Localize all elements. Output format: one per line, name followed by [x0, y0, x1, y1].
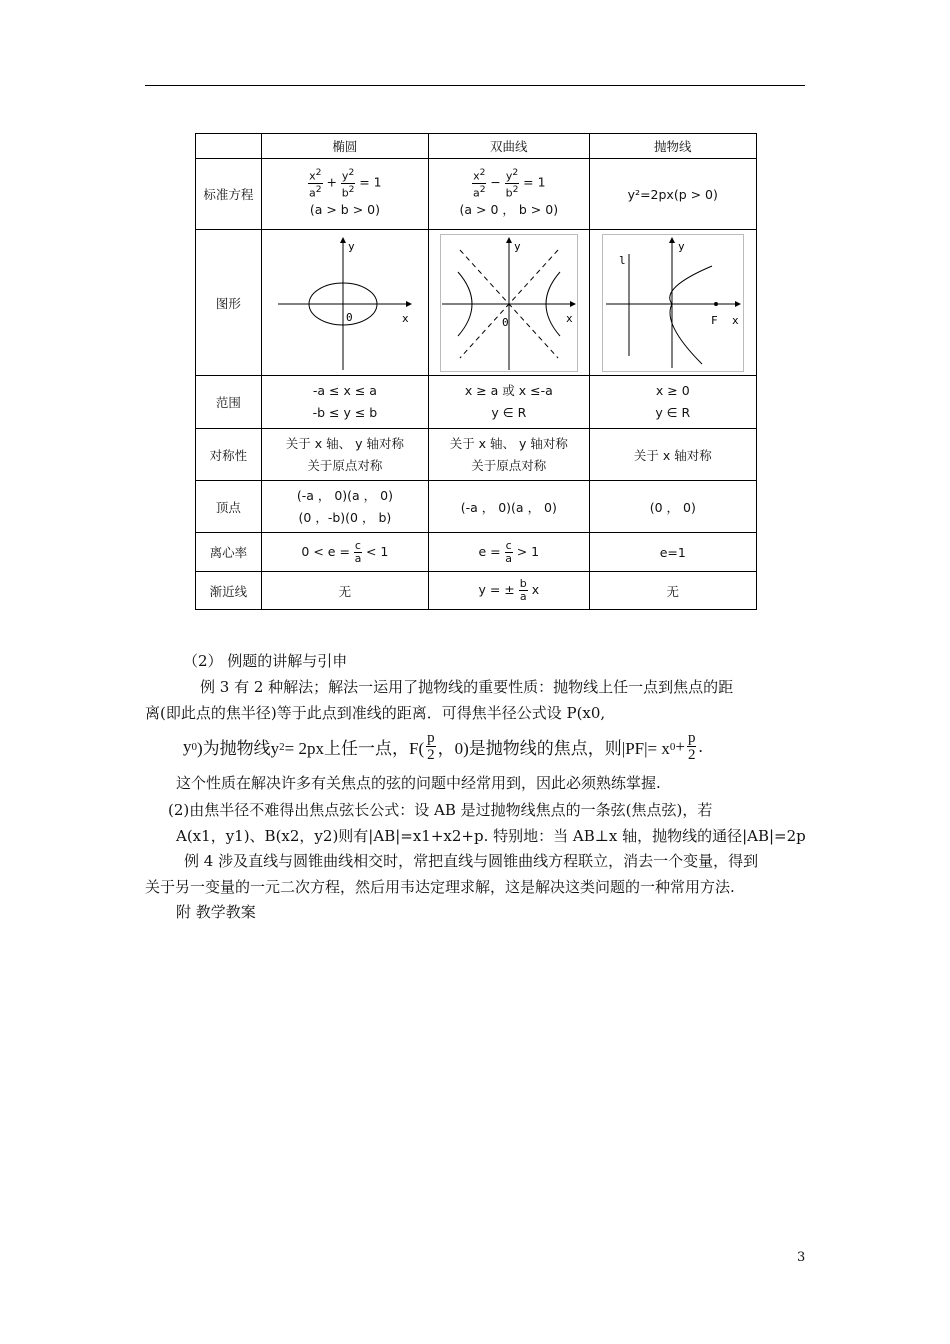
ellipse-y-label: y — [347, 239, 355, 253]
formula-part-c: = 2px上任一点，F( — [284, 739, 425, 758]
label-graph: 图形 — [196, 230, 262, 376]
hyperbola-vertex: (-a ， 0)(a ， 0) — [429, 481, 589, 533]
formula-part-d: ，0)是抛物线的焦点，则|PF|= x — [437, 739, 670, 758]
ellipse-range-x: -a ≤ x ≤ a — [312, 383, 377, 398]
page-number: 3 — [797, 1250, 806, 1265]
parabola-graph-cell — [589, 230, 756, 376]
label-standard: 标准方程 — [196, 159, 262, 230]
ellipse-origin-label: 0 — [345, 310, 353, 324]
label-asymptote: 渐近线 — [196, 572, 262, 610]
hyperbola-asymptote: y = ± $\frac{b}{a}$ x — [429, 572, 589, 610]
header-empty — [196, 134, 262, 159]
hyperbola-condition: (a > 0 ， b > 0) — [459, 202, 559, 218]
hyperbola-y-label: y — [513, 239, 521, 253]
ellipse-ecc-post: < 1 — [365, 543, 389, 559]
formula-part-e: + — [675, 736, 685, 756]
ellipse-symmetry-2: 关于原点对称 — [307, 457, 383, 473]
focal-radius-formula: y 0 )为抛物线y 2 = 2px上任一点，F( $\frac{p}{2}$ ，0)是抛物线的焦点，则|PF|= x 0 + $\frac{p}{2}$ . — [183, 730, 703, 763]
row-graph — [196, 230, 757, 376]
label-symmetry: 对称性 — [196, 429, 262, 481]
ellipse-eccentricity: 0 < e = $\frac{c}{a}$ < 1 — [261, 533, 428, 572]
row-asymptote — [196, 572, 757, 610]
paragraph-line-6: 例 4 涉及直线与圆锥曲线相交时，常把直线与圆锥曲线方程联立，消去一个变量，得到 — [184, 852, 759, 870]
parabola-range-y: y ∈ R — [655, 405, 691, 420]
parabola-asymptote: 无 — [589, 572, 756, 610]
paragraph-line-5: A(x1，y1)、B(x2，y2)则有|AB|=x1+x2+p. 特别地：当 AB⊥x 轴，抛物线的通径|AB|=2p — [176, 827, 806, 845]
section-heading: （2） 例题的讲解与引申 — [183, 652, 348, 670]
hyper-ecc-post: > 1 — [516, 543, 540, 559]
hyper-ecc-pre: e = — [478, 543, 501, 559]
header-parabola: 抛物线 — [589, 134, 756, 159]
parabola-y-label: y — [677, 239, 685, 253]
parabola-vertex: (0 ， 0) — [589, 481, 756, 533]
hyperbola-equation: $\frac{x^2}{a^2}$ − $\frac{y^2}{b^2}$ = 1 (a > 0 ， b > 0) — [429, 159, 589, 230]
ellipse-vertex-1: (-a ， 0)(a ， 0) — [296, 487, 393, 503]
ellipse-condition: (a > b > 0) — [309, 202, 380, 218]
hyperbola-origin-label: 0 — [501, 315, 509, 329]
row-symmetry — [196, 429, 757, 481]
focus-label: F — [710, 313, 718, 327]
paragraph-line-1: 例 3 有 2 种解法；解法一运用了抛物线的重要性质：抛物线上任一点到焦点的距 — [200, 678, 734, 696]
hyperbola-x-label: x — [565, 311, 573, 325]
hyperbola-range-y: y ∈ R — [491, 405, 527, 420]
ellipse-symmetry-1: 关于 x 轴、 y 轴对称 — [285, 435, 404, 451]
parabola-eccentricity: e=1 — [589, 533, 756, 572]
parabola-symmetry: 关于 x 轴对称 — [589, 429, 756, 481]
paragraph-line-4: (2)由焦半径不难得出焦点弦长公式：设 AB 是过抛物线焦点的一条弦(焦点弦)，若 — [168, 801, 713, 819]
ellipse-graph-cell — [261, 230, 428, 376]
ellipse-equation: $\frac{x^2}{a^2}$ + $\frac{y^2}{b^2}$ = 1 (a > b > 0) — [261, 159, 428, 230]
formula-part-f: . — [698, 736, 703, 756]
hyperbola-graph — [440, 234, 578, 372]
ellipse-asymptote: 无 — [261, 572, 428, 610]
paragraph-line-7: 关于另一变量的一元二次方程，然后用韦达定理求解，这是解决这类问题的一种常用方法. — [145, 878, 735, 896]
hyper-asym-post: x — [531, 582, 540, 597]
ellipse-vertex-2: (0 ，-b)(0 ， b) — [298, 509, 392, 525]
parabola-range-x: x ≥ 0 — [655, 383, 690, 398]
label-eccentricity: 离心率 — [196, 533, 262, 572]
hyperbola-symmetry-2: 关于原点对称 — [471, 457, 547, 473]
row-eccentricity — [196, 533, 757, 572]
hyperbola-graph-cell — [429, 230, 589, 376]
paragraph-line-2: 离(即此点的焦半径)等于此点到准线的距离．可得焦半径公式设 P(x0, — [145, 704, 606, 722]
formula-part-b: )为抛物线y — [197, 739, 280, 758]
label-vertex: 顶点 — [196, 481, 262, 533]
header-hyperbola: 双曲线 — [429, 134, 589, 159]
appendix-heading: 附 教学教案 — [176, 903, 256, 921]
directrix-label: l — [618, 253, 626, 267]
hyperbola-symmetry-1: 关于 x 轴、 y 轴对称 — [449, 435, 568, 451]
row-vertex — [196, 481, 757, 533]
conic-comparison-table — [195, 133, 757, 610]
row-range — [196, 376, 757, 429]
parabola-graph — [602, 234, 744, 372]
ellipse-range-y: -b ≤ y ≤ b — [312, 405, 378, 420]
table-header-row — [196, 134, 757, 159]
header-ellipse: 椭圆 — [261, 134, 428, 159]
hyper-asym-pre: y = ± — [478, 582, 515, 597]
row-standard-equation — [196, 159, 757, 230]
ellipse-x-label: x — [401, 311, 409, 325]
ellipse-graph — [276, 234, 414, 372]
parabola-x-label: x — [731, 313, 739, 327]
hyperbola-range-x: x ≥ a 或 x ≤-a — [464, 383, 553, 398]
ellipse-ecc-pre: 0 < e = — [301, 543, 350, 559]
formula-part-a: y — [183, 736, 192, 756]
header-rule — [145, 85, 805, 86]
hyperbola-eccentricity: e = $\frac{c}{a}$ > 1 — [429, 533, 589, 572]
parabola-equation: y²=2px(p > 0) — [589, 159, 756, 230]
label-range: 范围 — [196, 376, 262, 429]
paragraph-line-3: 这个性质在解决许多有关焦点的弦的问题中经常用到，因此必须熟练掌握. — [176, 774, 661, 792]
